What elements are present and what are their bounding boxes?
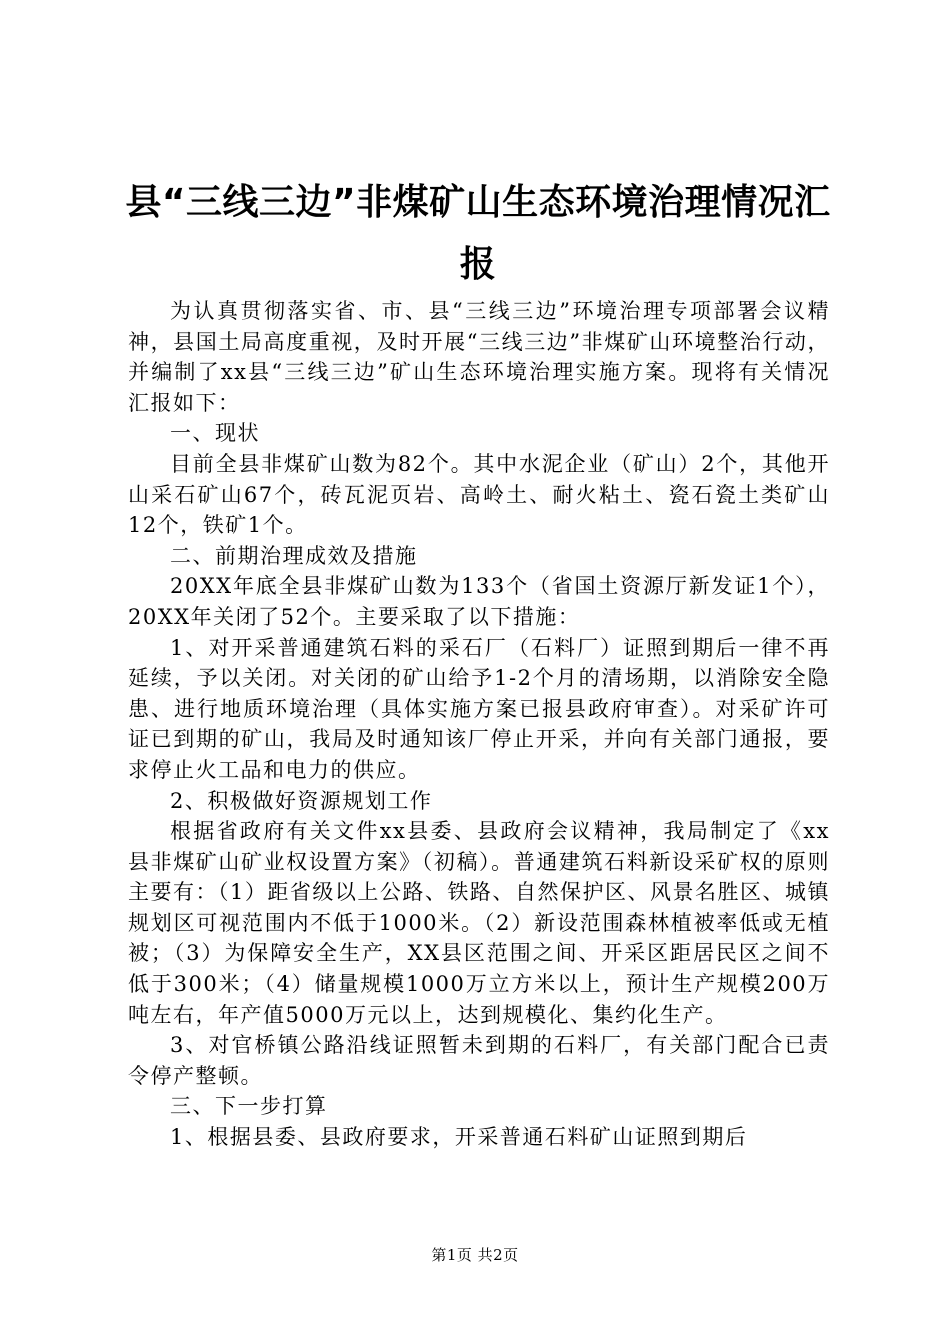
paragraph: 20XX年底全县非煤矿山数为133个（省国土资源厅新发证1个），20XX年关闭了52个。主要采取了以下措施： — [128, 574, 830, 629]
paragraph: 1、对开采普通建筑石料的采石厂（石料厂）证照到期后一律不再延续，予以关闭。对关闭的矿山给予1-2个月的清场期，以消除安全隐患、进行地质环境治理（具体实施方案已报县政府审查）。对采矿许可证已到期的矿山，我局及时通知该厂停止开采，并向有关部门通报，要求停止火工品和电力的供应。 — [128, 635, 830, 782]
paragraph: 为认真贯彻落实省、市、县“三线三边”环境治理专项部署会议精神，县国土局高度重视，及时开展“三线三边”非煤矿山环境整治行动，并编制了xx县“三线三边”矿山生态环境治理实施方案。现将有关情况汇报如下： — [128, 299, 830, 415]
subsection-heading: 2、积极做好资源规划工作 — [170, 788, 433, 813]
paragraph: 1、根据县委、县政府要求，开采普通石料矿山证照到期后 — [170, 1125, 748, 1150]
page-footer: 第1页 共2页 — [431, 1246, 519, 1264]
section-heading: 二、前期治理成效及措施 — [170, 543, 418, 568]
section-heading: 三、下一步打算 — [170, 1094, 328, 1119]
document-title: 县“三线三边”非煤矿山生态环境治理情况汇报 — [125, 182, 831, 285]
paragraph: 目前全县非煤矿山数为82个。其中水泥企业（矿山）2个，其他开山采石矿山67个，砖瓦泥页岩、高岭土、耐火粘土、瓷石瓷土类矿山12个，铁矿1个。 — [128, 451, 830, 538]
paragraph: 根据省政府有关文件xx县委、县政府会议精神，我局制定了《xx县非煤矿山矿业权设置方案》（初稿）。普通建筑石料新设采矿权的原则主要有：（1）距省级以上公路、铁路、自然保护区、风景名胜区、城镇规划区可视范围内不低于1000米。（2）新设范围森林植被率低或无植被；（3）为保障安全生产，XX县区范围之间、开采区距居民区之间不低于300米；（4）储量规模1000万立方米以上，预计生产规模200万吨左右，年产值5000万元以上，达到规模化、集约化生产。 — [128, 819, 830, 1027]
paragraph: 3、对官桥镇公路沿线证照暂未到期的石料厂，有关部门配合已责令停产整顿。 — [128, 1033, 830, 1088]
document-body — [128, 296, 830, 1153]
section-heading: 一、现状 — [170, 421, 260, 446]
